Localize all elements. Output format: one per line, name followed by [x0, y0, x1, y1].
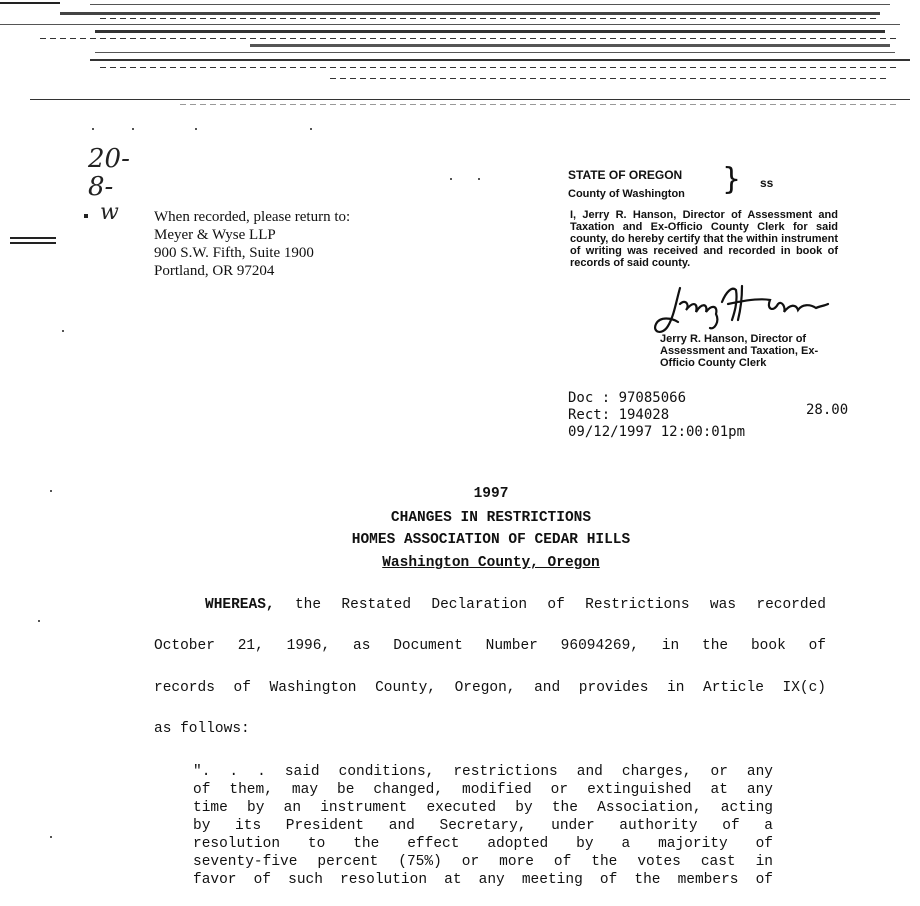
return-address-city: Portland, OR 97204	[154, 263, 275, 279]
body-line-2: October 21, 1996, as Document Number 96094269, in the book of	[154, 638, 826, 654]
certificate-ss: ss	[760, 176, 774, 190]
quote-line: favor of such resolution at any meeting of the members of	[193, 872, 773, 888]
document-subtitle: HOMES ASSOCIATION OF CEDAR HILLS	[351, 532, 631, 548]
quote-line: ". . . said conditions, restrictions and charges, or any	[193, 764, 773, 780]
whereas-label: WHEREAS,	[205, 597, 275, 613]
body-line-3: records of Washington County, Oregon, and provides in Article IX(c)	[154, 680, 826, 696]
return-address	[154, 208, 350, 280]
quote-line: seventy-five percent (75%) or more of the votes cast in	[193, 854, 773, 870]
recording-info	[568, 390, 745, 441]
clerk-signature	[650, 282, 830, 338]
certificate-body: I, Jerry R. Hanson, Director of Assessment and Taxation and Ex-Officio County Clerk for said county, do hereby certify that the within instrument of writing was received and recorded in book of records of said county.	[570, 209, 838, 269]
recording-fee: 28.00	[806, 402, 849, 418]
quote-line: by its President and Secretary, under authority of a	[193, 818, 773, 834]
certificate-signer: Jerry R. Hanson, Director of Assessment and Taxation, Ex-Officio County Clerk	[660, 333, 819, 369]
margin-mark	[84, 214, 88, 218]
quote-line: of them, may be changed, modified or extinguished at any	[193, 782, 773, 798]
margin-line-mark	[10, 237, 56, 239]
receipt-number: Rect: 194028	[568, 407, 670, 423]
handwritten-note-2: 8-	[88, 172, 114, 202]
document-county: Washington County, Oregon	[382, 555, 600, 571]
document-year: 1997	[473, 486, 509, 502]
handwritten-note-3: w	[100, 200, 119, 225]
body-line-1	[205, 597, 826, 613]
recording-datetime: 09/12/1997 12:00:01pm	[568, 424, 746, 440]
certificate-county: County of Washington	[568, 188, 685, 200]
body-line-1-text: the Restated Declaration of Restrictions was recorded	[294, 597, 826, 613]
return-address-intro: When recorded, please return to:	[154, 209, 351, 225]
return-address-street: 900 S.W. Fifth, Suite 1900	[154, 245, 314, 261]
body-line-4: as follows:	[154, 721, 250, 737]
document-title: CHANGES IN RESTRICTIONS	[390, 510, 592, 526]
return-address-name: Meyer & Wyse LLP	[154, 227, 276, 243]
quote-line: resolution to the effect adopted by a majority of	[193, 836, 773, 852]
doc-number: Doc : 97085066	[568, 390, 687, 406]
quoted-article	[193, 763, 773, 889]
handwritten-note-1: 20-	[88, 144, 130, 174]
certificate-brace: }	[722, 162, 742, 197]
quote-line: time by an instrument executed by the Association, acting	[193, 800, 773, 816]
certificate-state: STATE OF OREGON	[568, 168, 683, 182]
